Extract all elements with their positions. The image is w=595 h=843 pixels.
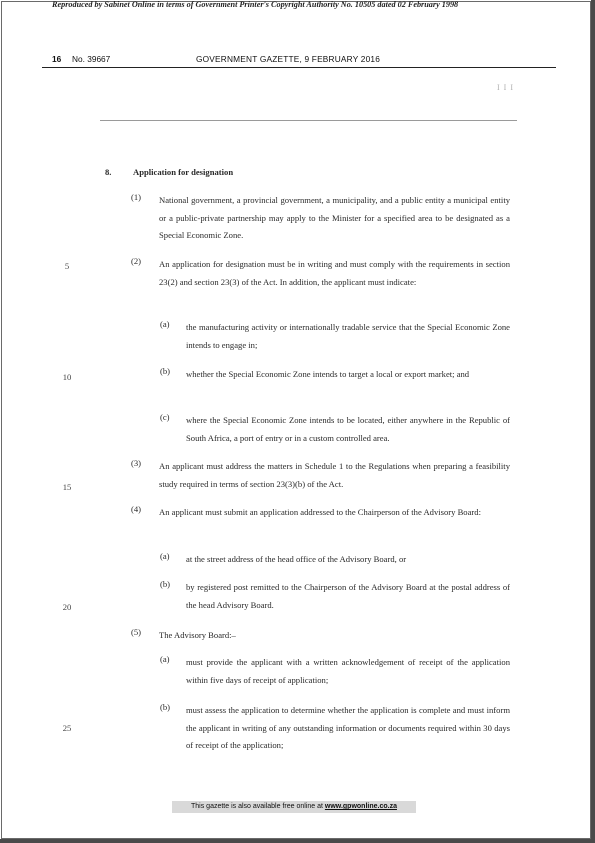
paragraph-text: An application for designation must be in writing and must comply with the requirements in section 23(2) and section 23(3) of the Act. In addition, the applicant must indicate: [159, 259, 510, 287]
subparagraph-text: the manufacturing activity or internationally tradable service that the Special Economic Zone intends to engage in; [186, 322, 510, 350]
line-number: 20 [62, 602, 72, 612]
scan-rule [100, 120, 517, 121]
subparagraph-text: at the street address of the head office of the Advisory Board, or [186, 554, 407, 564]
subparagraph-text: must assess the application to determine whether the application is complete and must inform the applicant in writing of any outstanding information or documents required within 30 days of receipt of the application; [186, 705, 510, 750]
gazette-header [0, 54, 595, 68]
subparagraph-label: (b) [160, 579, 171, 589]
paragraph-label: (5) [131, 627, 142, 637]
line-number: 15 [62, 482, 72, 492]
subparagraph-text: where the Special Economic Zone intends to be located, either anywhere in the Republic of South Africa, a port of entry or in a custom controlled area. [186, 415, 510, 443]
subparagraph-label: (c) [160, 412, 170, 422]
subparagraph-label: (b) [160, 702, 171, 712]
paragraph-label: (4) [131, 504, 142, 514]
paragraph-label: (3) [131, 458, 142, 468]
scan-mark: I I I [497, 83, 514, 92]
section-number: 8. [105, 167, 112, 177]
page-number: 16 [52, 54, 62, 64]
line-number: 10 [62, 372, 72, 382]
reproduction-notice: Reproduced by Sabinet Online in terms of Government Printer's Copyright Authority No. 10505 dated 02 February 1998 [52, 0, 459, 9]
paragraph-label: (2) [131, 256, 142, 266]
paragraph-text: The Advisory Board:– [159, 630, 236, 640]
paragraph-text: National government, a provincial government, a municipality, and a public entity a municipal entity or a public-private partnership may apply to the Minister for a specified area to be designated as a Special Economic Zone. [159, 195, 510, 240]
paragraph-text: An applicant must submit an application addressed to the Chairperson of the Advisory Board: [159, 507, 481, 517]
footer-text: This gazette is also available free online at [191, 803, 323, 810]
page-shadow [0, 839, 595, 843]
subparagraph-text: whether the Special Economic Zone intends to target a local or export market; and [186, 369, 470, 379]
page-shadow [591, 0, 595, 843]
gazette-number: No. 39667 [72, 54, 111, 64]
subparagraph-label: (a) [160, 319, 170, 329]
subparagraph-label: (a) [160, 654, 170, 664]
gazette-title: GOVERNMENT GAZETTE, 9 FEBRUARY 2016 [196, 54, 381, 64]
paragraph-text: An applicant must address the matters in Schedule 1 to the Regulations when preparing a feasibility study required in terms of section 23(3)(b) of the Act. [159, 461, 510, 489]
line-number: 5 [64, 261, 70, 271]
footer-notice [172, 801, 416, 813]
header-rule [42, 67, 556, 68]
footer-link[interactable]: www.gpwonline.co.za [324, 803, 397, 810]
paragraph-label: (1) [131, 192, 142, 202]
line-number: 25 [62, 723, 72, 733]
section-title: Application for designation [133, 167, 234, 177]
subparagraph-label: (b) [160, 366, 171, 376]
subparagraph-text: by registered post remitted to the Chairperson of the Advisory Board at the postal address of the head Advisory Board. [186, 582, 510, 610]
subparagraph-label: (a) [160, 551, 170, 561]
subparagraph-text: must provide the applicant with a written acknowledgement of receipt of the application within five days of receipt of application; [186, 657, 510, 685]
